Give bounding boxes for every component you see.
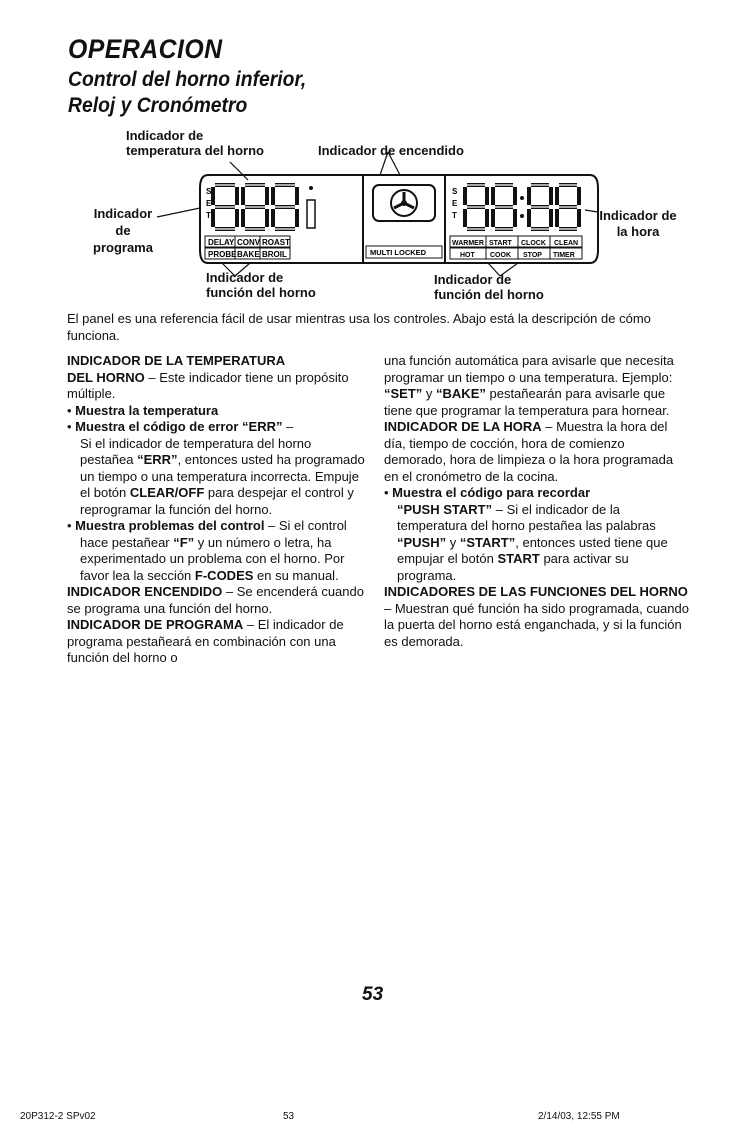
btn-conv: CONV: [237, 238, 261, 247]
set-letters-left: S: [206, 187, 212, 196]
label-temp-indicator: Indicador de temperatura del horno: [126, 128, 264, 158]
btn-probe: PROBE: [208, 250, 237, 259]
page-title: OPERACION: [68, 34, 223, 64]
section-title-line1: Control del horno inferior,: [68, 68, 307, 91]
footer-page: 53: [283, 1111, 295, 1122]
footer-doc-id: 20P312-2 SPv02: [20, 1111, 96, 1122]
btn-clean: CLEAN: [554, 240, 579, 247]
svg-text:T: T: [452, 211, 457, 220]
btn-start: START: [489, 240, 512, 247]
label-funcion-left: Indicador de función del horno: [206, 270, 316, 300]
btn-delay: DELAY: [208, 238, 235, 247]
page-number: 53: [362, 984, 384, 1005]
label-hora: Indicador de la hora: [599, 208, 677, 239]
footer-timestamp: 2/14/03, 12:55 PM: [538, 1111, 620, 1122]
label-encendido: Indicador de encendido: [318, 143, 464, 158]
btn-broil: BROIL: [262, 250, 287, 259]
btn-bake: BAKE: [237, 250, 260, 259]
btn-roast: ROAST: [262, 238, 290, 247]
label-funcion-right: Indicador de función del horno: [434, 272, 544, 302]
svg-text:E: E: [452, 199, 458, 208]
set-letters-right: S: [452, 187, 458, 196]
multi-locked-label: MULTI LOCKED: [370, 248, 427, 257]
btn-warmer: WARMER: [452, 240, 484, 247]
btn-clock: CLOCK: [521, 240, 546, 247]
right-column: una función automática para avisarle que necesita programar un tiempo o una temperatura. Ejemplo: “SET” y “BAKE” pestañearán para avisarle que tiene que programar la temperatura para hornear. INDICADOR DE LA HORA – Muestra la hora del día, tiempo de cocción, hora de comienzo demorado, hora de limpieza o la hora programada en el cronómetro de la cocina. • Muestra el código para recordar “PUSH START” – Si el indicador de la temperatura del horno pestañea las palabras “PUSH” y “START”, entonces usted tiene que empujar el botón START para activar su programa. INDICADORES DE LAS FUNCIONES DEL HORNO – Muestran qué función ha sido programada, cuando la puerta del horno está enganchada, y si la función es demorada.: [384, 353, 689, 649]
lock-indicator-icon: [307, 200, 315, 228]
svg-text:T: T: [206, 211, 211, 220]
svg-text:E: E: [206, 199, 212, 208]
btn-stop: STOP: [523, 252, 542, 259]
btn-timer: TIMER: [553, 252, 575, 259]
intro-paragraph: El panel es una referencia fácil de usar mientras usa los controles. Abajo está la descripción de cómo funciona.: [67, 311, 651, 343]
fan-icon: [373, 185, 435, 221]
left-column: INDICADOR DE LA TEMPERATURA DEL HORNO – Este indicador tiene un propósito múltiple. • Muestra la temperatura • Muestra el código de error “ERR” – Si el indicador de temperatura del horno pestañea “ERR”, entonces usted ha programado un tiempo o una temperatura incorrecta. Empuje el botón CLEAR/OFF para despejar el control y reprogramar la función del horno. • Muestra problemas del control – Si el control hace pestañear “F” y un número o letra, ha experimentado un problema con el horno. Por favor lea la sección F-CODES en su manual. INDICADOR ENCENDIDO – Se encenderá cuando se programa una función del horno. INDICADOR DE PROGRAMA – El indicador de programa pestañeará en combinación con una función del horno o: [67, 353, 365, 665]
btn-hot: HOT: [460, 252, 475, 259]
label-programa: Indicador de programa: [93, 206, 153, 255]
section-title-line2: Reloj y Cronómetro: [68, 94, 248, 117]
control-panel-display: [150, 150, 600, 280]
btn-cook: COOK: [490, 252, 511, 259]
